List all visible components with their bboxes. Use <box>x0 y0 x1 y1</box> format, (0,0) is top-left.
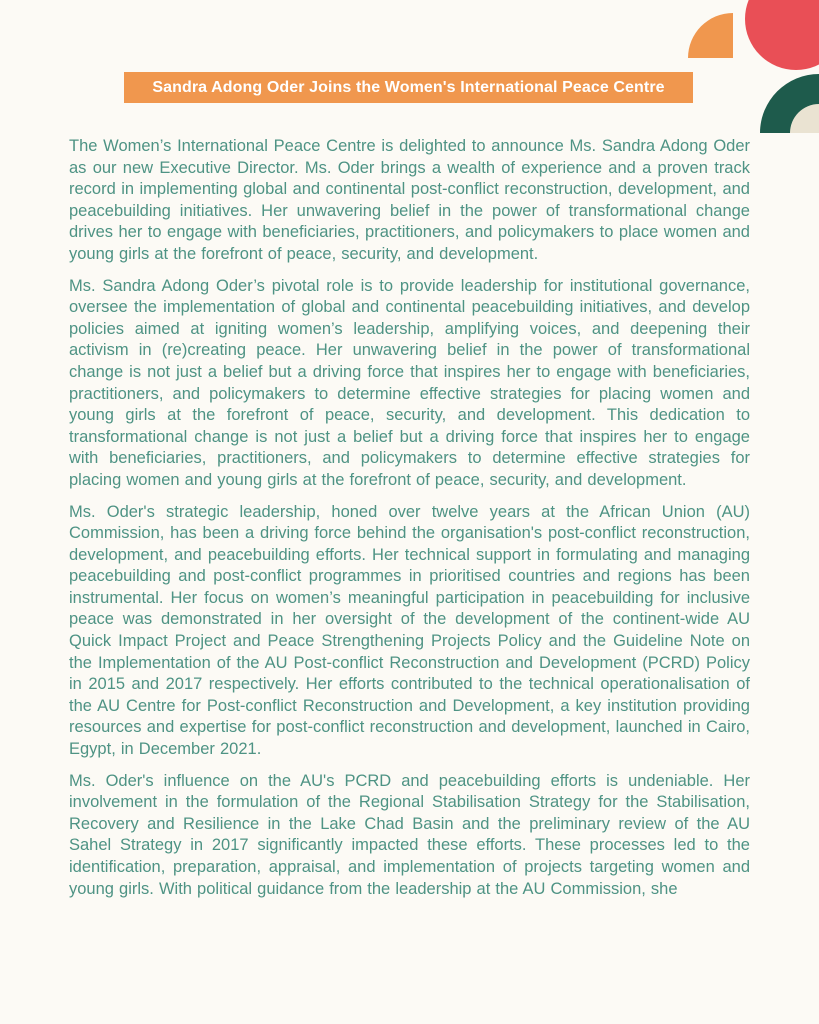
article-paragraph: Ms. Sandra Adong Oder’s pivotal role is to provide leadership for institutional governance, oversee the implementation of global and continental peacebuilding initiatives, and develop policies aimed at igniting women’s leadership, amplifying voices, and deepening their activism in (re)creating peace. Her unwavering belief in the power of transformational change is not just a belief but a driving force that inspires her to engage with beneficiaries, practitioners, and policymakers to determine effective strategies for placing women and young girls at the forefront of peace, security, and development. This dedication to transformational change is not just a belief but a driving force that inspires her to engage with beneficiaries, practitioners, and policymakers to determine effective strategies for placing women and young girls at the forefront of peace, security, and development. <box>69 276 750 489</box>
article-paragraph: The Women’s International Peace Centre is delighted to announce Ms. Sandra Adong Oder as our new Executive Director. Ms. Oder brings a wealth of experience and a proven track record in implementing global and continental post-conflict reconstruction, development, and peacebuilding initiatives. Her unwavering belief in the power of transformational change drives her to engage with beneficiaries, practitioners, and policymakers to place women and young girls at the forefront of peace, security, and development. <box>69 137 750 263</box>
article-title-banner <box>124 72 693 103</box>
page-title: Sandra Adong Oder Joins the Women's International Peace Centre <box>152 78 665 96</box>
article-paragraph: Ms. Oder's strategic leadership, honed over twelve years at the African Union (AU) Commission, has been a driving force behind the organisation's post-conflict reconstruction, development, and peacebuilding efforts. Her technical support in formulating and managing peacebuilding and post-conflict programmes in prioritised countries and regions has been instrumental. Her focus on women’s meaningful participation in peacebuilding for inclusive peace was demonstrated in her oversight of the development of the continent-wide AU Quick Impact Project and Peace Strengthening Projects Policy and the Guideline Note on the Implementation of the AU Post-conflict Reconstruction and Development (PCRD) Policy in 2015 and 2017 respectively. Her efforts contributed to the technical operationalisation of the AU Centre for Post-conflict Reconstruction and Development, a key institution providing resources and expertise for post-conflict reconstruction and development, launched in Cairo, Egypt, in December 2021. <box>69 502 750 759</box>
circle-red-decoration-icon <box>745 0 819 70</box>
article-body <box>69 136 750 910</box>
article-paragraph: Ms. Oder's influence on the AU's PCRD and peacebuilding efforts is undeniable. Her involvement in the formulation of the Regional Stabilisation Strategy for the Stabilisation, Recovery and Resilience in the Lake Chad Basin and the preliminary review of the AU Sahel Strategy in 2017 significantly impacted these efforts. These processes led to the identification, preparation, appraisal, and implementation of projects targeting women and young girls. With political guidance from the leadership at the AU Commission, she <box>69 771 750 898</box>
quarter-circle-orange-decoration-icon <box>688 13 733 58</box>
